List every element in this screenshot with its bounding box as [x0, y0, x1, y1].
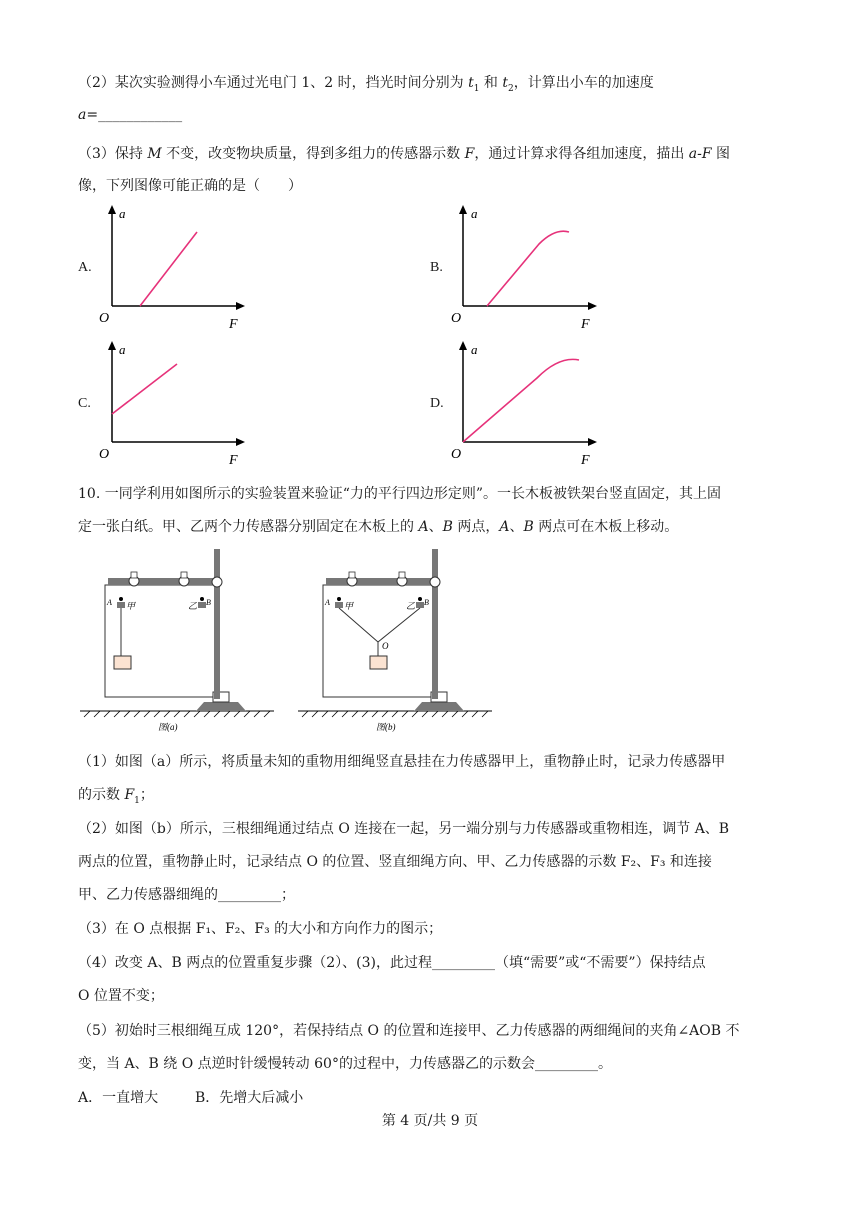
option-d-label: D.	[430, 396, 444, 411]
svg-text:A: A	[325, 598, 330, 607]
option-c-xaxis: F	[229, 453, 238, 466]
q10-step4-line1: （4）改变 A、B 两点的位置重复步骤（2）、(3)，此过程_________（填“需要”或“不需要”）保持结点	[78, 955, 706, 971]
figure-b	[296, 545, 496, 735]
svg-text:甲: 甲	[126, 601, 136, 611]
q10-step1-line1: （1）如图（a）所示，将质量未知的重物用细绳竖直悬挂在力传感器甲上，重物静止时，记录力传感器甲	[78, 754, 726, 770]
q9-part3-line1: （3）保持 M 不变，改变物块质量，得到多组力的传感器示数 F，通过计算求得各组加速度，描出 a-F 图	[78, 146, 731, 162]
option-d-curve	[463, 359, 579, 442]
svg-text:B: B	[424, 598, 429, 607]
q10-step1-line2: 的示数 $F_1$；	[78, 787, 154, 806]
option-a-origin: O	[99, 311, 110, 326]
option-c-curve	[112, 364, 177, 414]
option-d-origin: O	[451, 447, 462, 462]
q10-intro-line2: 定一张白纸。甲、乙两个力传感器分别固定在木板上的 A、B 两点，A、B 两点可在木板上移动。	[78, 519, 679, 535]
svg-text:A: A	[107, 598, 112, 607]
figure-a-caption: 图(a)	[158, 722, 178, 732]
page-footer: 第 4 页/共 9 页	[381, 1113, 479, 1129]
q10-step5-line1: （5）初始时三根细绳互成 120°，若保持结点 O 的位置和连接甲、乙力传感器的两细绳间的夹角∠AOB 不	[78, 1023, 740, 1039]
svg-text:甲: 甲	[344, 601, 354, 611]
option-a-yaxis: a	[119, 206, 126, 221]
q10-step2-line2: 两点的位置，重物静止时，记录结点 O 的位置、竖直细绳方向、甲、乙力传感器的示数 F₂、F₃ 和连接	[78, 854, 712, 870]
option-c-yaxis: a	[119, 342, 126, 357]
q10-step3-line: （3）在 O 点根据 F₁、F₂、F₃ 的大小和方向作力的图示；	[78, 921, 443, 937]
q10-step2-line1: （2）如图（b）所示，三根细绳通过结点 O 连接在一起，另一端分别与力传感器或重物相连，调节 A、B	[78, 821, 730, 837]
figure-b-caption: 图(b)	[376, 722, 396, 732]
option-b-origin: O	[451, 311, 462, 326]
q9-part2-line1: （2）某次实验测得小车通过光电门 1、2 时，挡光时间分别为 $t_1$ 和 $t_2$，计算出小车的加速度	[78, 75, 654, 94]
option-c-label: C.	[78, 396, 91, 411]
q9-part3-line2: 像，下列图像可能正确的是（ ）	[78, 178, 302, 194]
option-b-xaxis: F	[581, 317, 590, 330]
option-a-xaxis: F	[229, 317, 238, 330]
option-b-yaxis: a	[471, 206, 478, 221]
option-a-curve	[140, 232, 197, 306]
option-b-curve	[487, 231, 569, 306]
q10-choice-a: A．一直增大	[78, 1090, 159, 1106]
q10-choice-b: B．先增大后减小	[195, 1090, 304, 1106]
option-b-label: B.	[430, 260, 443, 275]
option-d-graph	[447, 336, 607, 466]
option-d-yaxis: a	[471, 342, 478, 357]
svg-text:O: O	[382, 641, 389, 651]
svg-text:B: B	[206, 598, 211, 607]
q10-step5-line2: 变，当 A、B 绕 O 点逆时针缓慢转动 60°的过程中，力传感器乙的示数会_________。	[78, 1056, 612, 1072]
svg-text:乙: 乙	[406, 601, 416, 611]
option-a-graph	[95, 200, 255, 330]
figure-a	[78, 545, 278, 735]
q10-step4-line2: O 位置不变；	[78, 988, 164, 1004]
q9-part2-answer-line: a=____________	[78, 107, 183, 123]
option-d-xaxis: F	[581, 453, 590, 466]
q10-intro-line1: 10. 一同学利用如图所示的实验装置来验证“力的平行四边形定则”。一长木板被铁架台竖直固定，其上固	[78, 486, 722, 502]
option-a-label: A.	[78, 260, 92, 275]
option-c-graph	[95, 336, 255, 466]
option-b-graph	[447, 200, 607, 330]
q10-step2-line3: 甲、乙力传感器细绳的_________；	[78, 887, 295, 903]
option-c-origin: O	[99, 447, 110, 462]
svg-text:乙: 乙	[188, 601, 198, 611]
